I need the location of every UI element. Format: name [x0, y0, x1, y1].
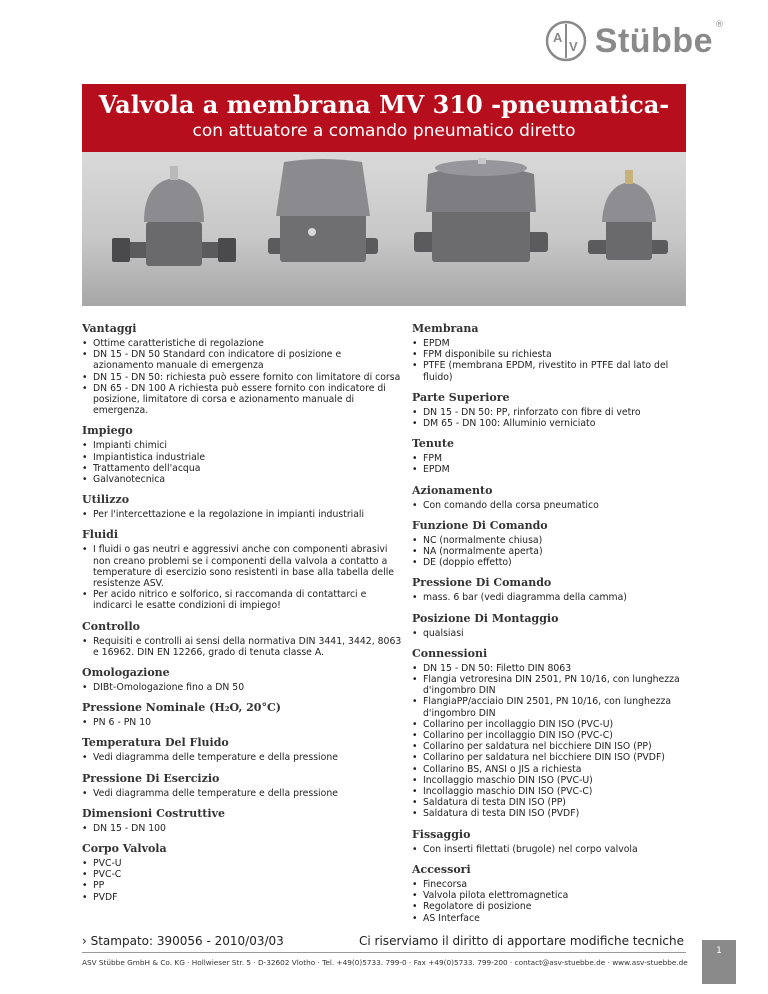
list-item: • AS Interface [412, 913, 700, 924]
section-heading: Omologazione [82, 666, 170, 680]
section-heading: Pressione Nominale (H₂O, 20°C) [82, 701, 281, 715]
spec-section [82, 493, 404, 520]
list-item: • Collarino per incollaggio DIN ISO (PVC-C) [412, 730, 700, 741]
brand-name: Stübbe [594, 21, 713, 60]
list-item: • NC (normalmente chiusa) [412, 535, 700, 546]
list-item: • EPDM [412, 338, 700, 349]
spec-section [412, 437, 700, 475]
list-item: • DN 15 - DN 50: richiesta può essere fornito con limitatore di corsa [82, 372, 404, 383]
bullet-list [82, 682, 404, 693]
spec-section [82, 807, 404, 834]
list-item: • DIBt-Omologazione fino a DN 50 [82, 682, 404, 693]
section-heading: Azionamento [412, 483, 493, 497]
page-subtitle: con attuatore a comando pneumatico diretto [192, 121, 576, 141]
spec-section [412, 647, 700, 820]
list-item: • NA (normalmente aperta) [412, 546, 700, 557]
valve-large-2 [268, 159, 378, 262]
list-item: • Incollaggio maschio DIN ISO (PVC-U) [412, 775, 700, 786]
spec-section [412, 322, 700, 383]
section-heading: Impiego [82, 424, 133, 438]
spec-section [412, 828, 700, 855]
spec-section [82, 424, 404, 485]
bullet-list [82, 788, 404, 799]
list-item: • PVC-C [82, 869, 404, 880]
list-item: • Regolatore di posizione [412, 901, 700, 912]
list-item: • Con inserti filettati (brugole) nel corpo valvola [412, 844, 700, 855]
spec-section [82, 322, 404, 416]
bullet-list [412, 407, 700, 429]
section-heading: Controllo [82, 619, 140, 633]
list-item: • Incollaggio maschio DIN ISO (PVC-C) [412, 786, 700, 797]
section-heading: Accessori [412, 862, 471, 876]
bullet-list [82, 544, 404, 611]
list-item: • DN 15 - DN 100 [82, 823, 404, 834]
section-heading: Corpo Valvola [82, 842, 167, 856]
list-item: • mass. 6 bar (vedi diagramma della camma) [412, 592, 700, 603]
list-item: • Ottime caratteristiche di regolazione [82, 338, 404, 349]
spec-section [82, 620, 404, 658]
svg-text:A: A [552, 30, 563, 45]
svg-text:V: V [568, 39, 578, 54]
list-item: • Per acido nitrico e solforico, si raccomanda di contattarci e indicarci le esatte condizioni di impiego! [82, 589, 404, 611]
list-item: • PP [82, 880, 404, 891]
list-item: • Saldatura di testa DIN ISO (PP) [412, 797, 700, 808]
spec-section [82, 772, 404, 799]
list-item: • FPM [412, 453, 700, 464]
list-item: • I fluidi o gas neutri e aggressivi anche con componenti abrasivi non creano problemi se i componenti della valvola a contatto a temperature di esercizio sono resistenti in base alla tabella delle resistenze ASV. [82, 544, 404, 589]
section-heading: Fluidi [82, 528, 119, 542]
list-item: • Valvola pilota elettromagnetica [412, 890, 700, 901]
list-item: • FPM disponibile su richiesta [412, 349, 700, 360]
section-heading: Utilizzo [82, 493, 130, 507]
spec-section [412, 484, 700, 511]
list-item: • DN 15 - DN 50 Standard con indicatore di posizione e azionamento manuale di emergenza [82, 349, 404, 371]
section-heading: Funzione Di Comando [412, 518, 548, 532]
list-item: • Impianti chimici [82, 440, 404, 451]
bullet-list [412, 628, 700, 639]
bullet-list [82, 717, 404, 728]
list-item: • PN 6 - PN 10 [82, 717, 404, 728]
bullet-list [412, 592, 700, 603]
list-item: • Vedi diagramma delle temperature e della pressione [82, 752, 404, 763]
spec-section [412, 391, 700, 429]
list-item: • Vedi diagramma delle temperature e della pressione [82, 788, 404, 799]
bullet-list [412, 535, 700, 569]
asv-logo-icon [545, 20, 587, 62]
spec-section [412, 519, 700, 569]
footer-divider [82, 952, 686, 953]
bullet-list [82, 823, 404, 834]
page-number-badge: 1 [702, 940, 736, 984]
section-heading: Dimensioni Costruttive [82, 806, 225, 820]
list-item: • Collarino per incollaggio DIN ISO (PVC-U) [412, 719, 700, 730]
print-info: › Stampato: 390056 - 2010/03/03 [82, 934, 284, 948]
bullet-list [82, 440, 404, 485]
valve-small-4 [588, 170, 668, 260]
section-heading: Pressione Di Comando [412, 576, 552, 590]
section-heading: Vantaggi [82, 322, 137, 335]
valve-illustration-icon [82, 152, 686, 306]
section-heading: Parte Superiore [412, 390, 510, 404]
brand-header [545, 20, 724, 62]
company-address: ASV Stübbe GmbH & Co. KG · Hollwieser Str. 5 · D-32602 Vlotho · Tel. +49(0)5733. 799-0 · Fax +49(0)5733. 799-200 · contact@asv-stuebbe.de · www.asv-stuebbe.de [82, 958, 688, 967]
title-banner [82, 84, 686, 152]
list-item: • DN 15 - DN 50: Filetto DIN 8063 [412, 663, 700, 674]
list-item: • EPDM [412, 464, 700, 475]
bullet-list [412, 453, 700, 475]
rights-notice: Ci riserviamo il diritto di apportare modifiche tecniche [359, 934, 684, 948]
list-item: • PVC-U [82, 858, 404, 869]
list-item: • DN 65 - DN 100 A richiesta può essere fornito con indicatore di posizione, limitatore di corsa e azionamento manuale di emergenza. [82, 383, 404, 417]
page-title: Valvola a membrana MV 310 -pneumatica- [98, 90, 670, 119]
list-item: • Trattamento dell'acqua [82, 463, 404, 474]
spec-section [82, 701, 404, 728]
list-item: • Per l'intercettazione e la regolazione in impianti industriali [82, 509, 404, 520]
list-item: • DM 65 - DN 100: Alluminio verniciato [412, 418, 700, 429]
registered-mark: ® [715, 20, 724, 30]
list-item: • Con comando della corsa pneumatico [412, 500, 700, 511]
valve-wide-3 [414, 158, 548, 262]
list-item: • Collarino per saldatura nel bicchiere DIN ISO (PVDF) [412, 752, 700, 763]
spec-section [412, 612, 700, 639]
bullet-list [82, 858, 404, 903]
bullet-list [412, 844, 700, 855]
bullet-list [82, 509, 404, 520]
valve-small-1 [112, 166, 236, 266]
spec-section [82, 666, 404, 693]
spec-section [82, 842, 404, 903]
section-heading: Pressione Di Esercizio [82, 771, 220, 785]
list-item: • Saldatura di testa DIN ISO (PVDF) [412, 808, 700, 819]
bullet-list [412, 338, 700, 383]
section-heading: Membrana [412, 322, 479, 335]
section-heading: Connessioni [412, 646, 488, 660]
spec-section [412, 863, 700, 924]
list-item: • Collarino per saldatura nel bicchiere DIN ISO (PP) [412, 741, 700, 752]
list-item: • DE (doppio effetto) [412, 557, 700, 568]
section-heading: Tenute [412, 437, 454, 451]
list-item: • DN 15 - DN 50: PP, rinforzato con fibre di vetro [412, 407, 700, 418]
section-heading: Posizione Di Montaggio [412, 611, 559, 625]
spec-section [82, 736, 404, 763]
bullet-list [82, 636, 404, 658]
bullet-list [412, 663, 700, 820]
list-item: • Impiantistica industriale [82, 452, 404, 463]
section-heading: Fissaggio [412, 827, 471, 841]
right-column [412, 322, 700, 932]
spec-section [82, 528, 404, 611]
section-heading: Temperatura Del Fluido [82, 736, 229, 750]
left-column [82, 322, 404, 911]
list-item: • Galvanotecnica [82, 474, 404, 485]
spec-section [412, 576, 700, 603]
list-item: • Requisiti e controlli ai sensi della normativa DIN 3441, 3442, 8063 e 16962. DIN EN 12266, grado di tenuta classe A. [82, 636, 404, 658]
list-item: • qualsiasi [412, 628, 700, 639]
bullet-list [82, 338, 404, 416]
list-item: • Flangia vetroresina DIN 2501, PN 10/16, con lunghezza d'ingombro DIN [412, 674, 700, 696]
list-item: • PTFE (membrana EPDM, rivestito in PTFE dal lato del fluido) [412, 360, 700, 382]
bullet-list [412, 879, 700, 924]
product-photo [82, 152, 686, 306]
bullet-list [82, 752, 404, 763]
list-item: • Finecorsa [412, 879, 700, 890]
list-item: • PVDF [82, 892, 404, 903]
list-item: • Collarino BS, ANSI o JIS a richiesta [412, 764, 700, 775]
list-item: • FlangiaPP/acciaio DIN 2501, PN 10/16, con lunghezza d'ingombro DIN [412, 696, 700, 718]
bullet-list [412, 500, 700, 511]
